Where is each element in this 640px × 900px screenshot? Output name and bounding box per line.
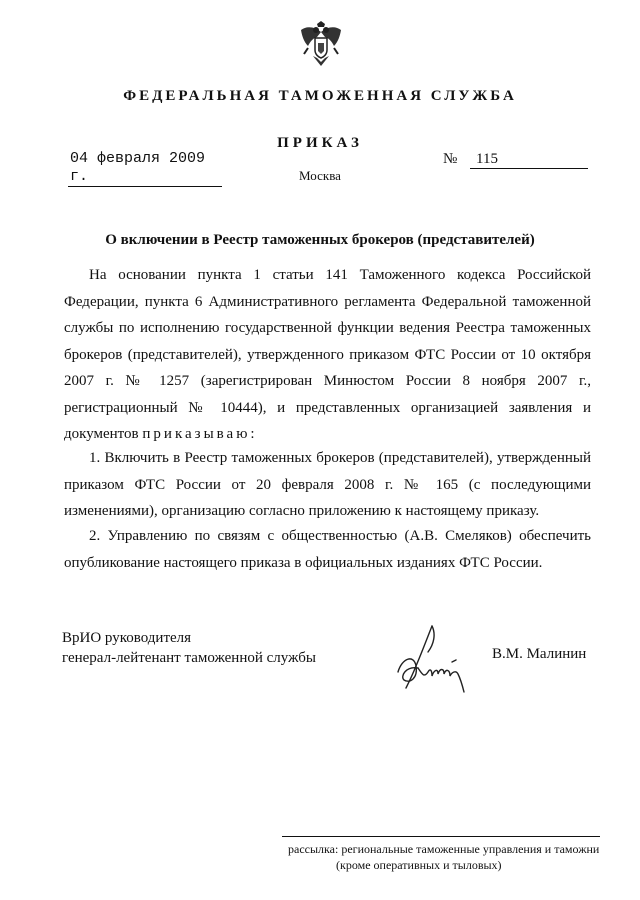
paragraph-item-1: 1. Включить в Реестр таможенных брокеров (представителей), утвержденный приказом ФТС России от 20 февраля 2008 г. № 165 (с последующими изменениями), организацию согласно приложению к настоящему приказу. bbox=[64, 450, 591, 519]
order-number-label: № bbox=[443, 151, 458, 167]
order-number: 115 bbox=[470, 150, 588, 169]
paragraph-item-2: 2. Управлению по связям с общественностью (А.В. Смеляков) обеспечить опубликование настоящего приказа в официальных изданиях ФТС России. bbox=[64, 528, 591, 571]
signatory-title-line2: генерал-лейтенант таможенной службы bbox=[62, 650, 316, 666]
signatory-title-line1: ВрИО руководителя bbox=[62, 630, 192, 646]
distribution-list: рассылка: региональные таможенные управления и таможни bbox=[288, 842, 600, 856]
preamble-text: На основании пункта 1 статьи 141 Таможенного кодекса Российской Федерации, пункта 6 Административного регламента Федеральной таможенной службы по исполнению государственной функции ведения Реестра таможенных брокеров (представителей), утвержденного приказом ФТС России от 10 октября 2007 г. № 1257 (зарегистрирован Минюстом России 8 ноября 2007 г., регистрационный № 10444), и представленных организацией заявления и документов bbox=[64, 267, 591, 442]
order-subject: О включении в Реестр таможенных брокеров (представителей) bbox=[105, 232, 535, 248]
emblem-icon bbox=[298, 20, 344, 68]
city: Москва bbox=[299, 168, 341, 183]
signatory-title bbox=[62, 628, 316, 668]
decree-word: приказываю: bbox=[142, 426, 258, 442]
paragraph-preamble bbox=[64, 262, 591, 448]
document-type: ПРИКАЗ bbox=[277, 135, 363, 151]
agency-name: ФЕДЕРАЛЬНАЯ ТАМОЖЕННАЯ СЛУЖБА bbox=[123, 88, 517, 104]
distribution-divider bbox=[282, 836, 600, 837]
order-date: 04 февраля 2009 г. bbox=[68, 150, 222, 187]
handwritten-signature bbox=[392, 622, 482, 702]
signatory-name: В.М. Малинин bbox=[492, 646, 587, 662]
distribution-exceptions: (кроме оперативных и тыловых) bbox=[336, 858, 502, 872]
